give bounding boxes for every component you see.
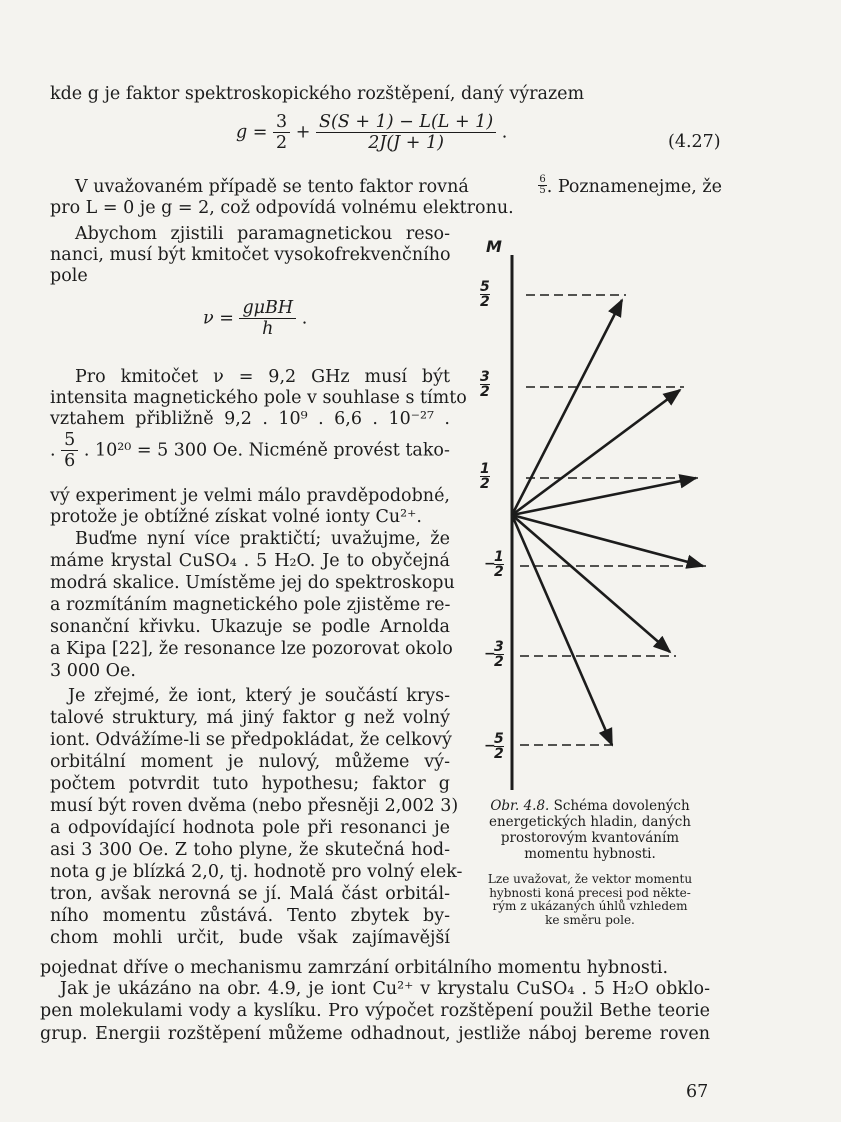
p5-line-4: orbitální moment je nulový, můžeme vý- bbox=[50, 752, 450, 772]
p5-line-11: ního momentu zůstává. Tento zbytek by- bbox=[50, 906, 450, 926]
p3-line-3: vztahem přibližně 9,2 . 10⁹ . 6,6 . 10⁻²⁷ . bbox=[50, 409, 450, 429]
eq-frac-3-2: $\frac{3}{2}$ bbox=[273, 112, 290, 153]
p5-line-10: tron, avšak nerovná se jí. Malá část orbitál- bbox=[50, 884, 450, 904]
p2-line-1: Abychom zjistili paramagnetickou reso- bbox=[75, 224, 450, 244]
level-label-5-2: 5 2 bbox=[480, 279, 490, 310]
axis-label-M: M bbox=[486, 237, 502, 256]
p3-line-5: vý experiment je velmi málo pravděpodobné, bbox=[50, 486, 450, 506]
equation-4-27 bbox=[236, 112, 507, 153]
p5-line-1: Je zřejmé, že iont, který je součástí krys- bbox=[68, 686, 450, 706]
intro-text: kde g je faktor spektroskopického rozštěpení, daný výrazem bbox=[50, 84, 585, 104]
p3-frac-post: . 10²⁰ = 5 300 Oe. Nicméně provést tako- bbox=[83, 440, 450, 461]
eq-frac-main: $\frac{S(S + 1) - L(L + 1)}{2J(J + 1)}$ bbox=[316, 112, 496, 153]
nu-end: . bbox=[301, 308, 308, 329]
vector-5-2 bbox=[512, 300, 622, 515]
p4-line-6: a Kipa [22], že resonance lze pozorovat okolo bbox=[50, 639, 453, 659]
p2-line-3: pole bbox=[50, 266, 88, 286]
p1-text-b: . Poznamenejme, že bbox=[546, 177, 722, 197]
p2-line-2: nanci, musí být kmitočet vysokofrekvenčního bbox=[50, 245, 451, 265]
p3-fraction-line bbox=[50, 430, 450, 471]
p3-line-1: Pro kmitočet ν = 9,2 GHz musí být bbox=[75, 367, 450, 387]
level-label-1-2: 1 2 bbox=[480, 461, 490, 492]
paragraph-1-line-1 bbox=[75, 173, 722, 197]
vector-neg-5-2 bbox=[512, 515, 612, 745]
p1-frac: $\frac{6}{5}$ bbox=[539, 173, 546, 196]
equation-frequency bbox=[203, 298, 307, 339]
p3-frac: $\frac{5}{6}$ bbox=[61, 430, 78, 471]
p5-line-7: a odpovídající hodnota pole při resonanci je bbox=[50, 818, 450, 838]
level-label-neg-3-2: − 3 2 bbox=[484, 639, 504, 670]
figure-caption: Obr. 4.8. Schéma dovolených energetických hladin, daných prostorovým kvantováním momentu hybnosti. bbox=[489, 798, 691, 862]
p1-text-a: V uvažovaném případě se tento faktor rovná bbox=[75, 177, 469, 197]
vector-3-2 bbox=[512, 390, 680, 515]
p4-line-2: máme krystal CuSO₄ . 5 H₂O. Je to obyčejná bbox=[50, 551, 450, 571]
level-label-3-2: 3 2 bbox=[480, 369, 490, 400]
vector-neg-1-2 bbox=[512, 515, 703, 566]
vector-neg-3-2 bbox=[512, 515, 670, 652]
p5-line-13: pojednat dříve o mechanismu zamrzání orbitálního momentu hybnosti. bbox=[40, 958, 669, 978]
eq-plus: + bbox=[295, 122, 311, 143]
p5-line-12: chom mohli určit, bude však zajímavější bbox=[50, 928, 450, 948]
p3-line-2: intensita magnetického pole v souhlase s tímto bbox=[50, 388, 467, 408]
caption-label: Obr. 4.8. bbox=[490, 798, 550, 814]
vector-1-2 bbox=[512, 478, 696, 515]
eq-lhs: g = bbox=[236, 122, 268, 143]
p4-line-7: 3 000 Oe. bbox=[50, 661, 136, 681]
level-label-neg-1-2: − 1 2 bbox=[484, 549, 504, 580]
nu-lhs: ν = bbox=[203, 308, 234, 329]
page-number: 67 bbox=[686, 1082, 709, 1102]
p3-dot: . bbox=[50, 440, 56, 461]
p5-line-9: nota g je blízká 2,0, tj. hodnotě pro volný elek- bbox=[50, 862, 463, 882]
p4-line-4: a rozmítáním magnetického pole zjistěme re- bbox=[50, 595, 451, 615]
level-label-neg-5-2: − 5 2 bbox=[484, 731, 504, 762]
equation-number: (4.27) bbox=[668, 132, 721, 152]
p4-line-1: Buďme nyní více praktičtí; uvažujme, že bbox=[75, 529, 450, 549]
p5-line-8: asi 3 300 Oe. Z toho plyne, že skutečná hod- bbox=[50, 840, 450, 860]
nu-frac: $\frac{\text{gμBH}}{h}$ bbox=[239, 298, 296, 339]
p5-line-3: iont. Odvážíme-li se předpokládat, že celkový bbox=[50, 730, 452, 750]
p3-line-6: protože je obtížné získat volné ionty Cu²⁺. bbox=[50, 507, 422, 527]
p6-line-3: grup. Energii rozštěpení můžeme odhadnout, jestliže náboj bereme roven bbox=[40, 1024, 710, 1044]
p5-line-2: talové struktury, má jiný faktor g než volný bbox=[50, 708, 450, 728]
p5-line-5: počtem potvrdit tuto hypothesu; faktor g bbox=[50, 774, 450, 794]
p6-line-2: pen molekulami vody a kyslíku. Pro výpočet rozštěpení použil Bethe teorie bbox=[40, 1001, 710, 1021]
paragraph-1-line-2: pro L = 0 je g = 2, což odpovídá volnému elektronu. bbox=[50, 198, 514, 218]
p5-line-6: musí být roven dvěma (nebo přesněji 2,002 3) bbox=[50, 796, 459, 816]
p4-line-3: modrá skalice. Umístěme jej do spektroskopu bbox=[50, 573, 455, 593]
p4-line-5: sonanční křivku. Ukazuje se podle Arnolda bbox=[50, 617, 450, 637]
eq-end: . bbox=[501, 122, 508, 143]
p6-line-1: Jak je ukázáno na obr. 4.9, je iont Cu²⁺ v krystalu CuSO₄ . 5 H₂O obklo- bbox=[60, 979, 710, 999]
figure-note: Lze uvažovat, že vektor momentu hybnosti koná precesi pod někte- rým z ukázaných úhlů vzhledem ke směru pole. bbox=[487, 872, 693, 927]
